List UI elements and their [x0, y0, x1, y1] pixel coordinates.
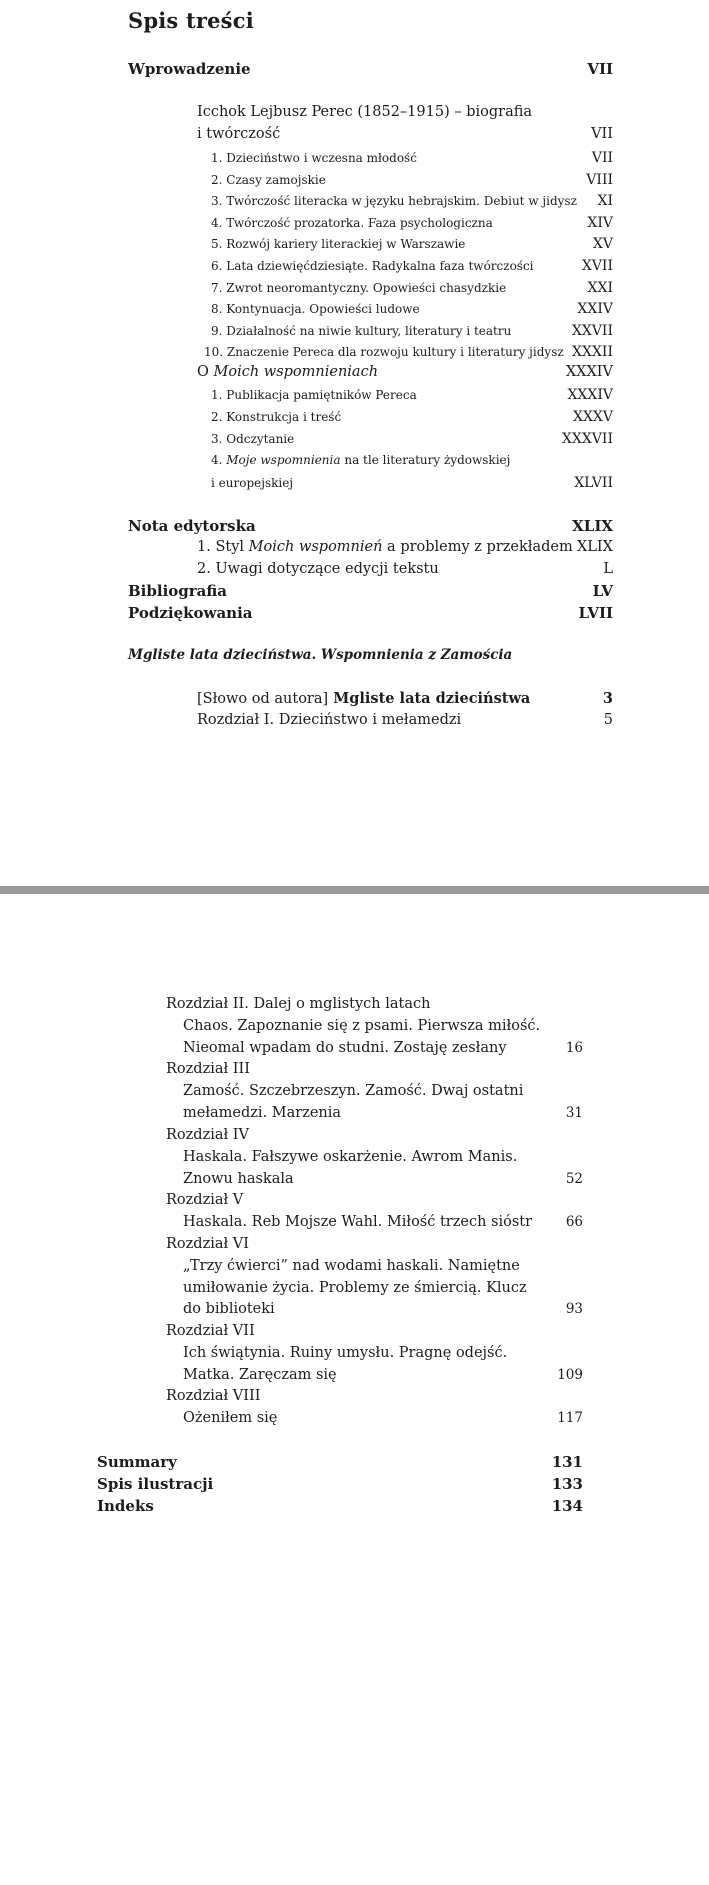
- label-rest: a problemy z przekładem: [382, 539, 573, 555]
- toc-entry-label: Bibliografia: [128, 582, 228, 600]
- label-italic: Moich wspomnieniach: [213, 364, 379, 380]
- chapter-description-line: Zamość. Szczebrzeszyn. Zamość. Dwaj ostatni: [183, 1083, 524, 1100]
- book-title-part2: Wspomnienia z Zamościa: [320, 647, 513, 663]
- toc-page-number: XXIV: [577, 301, 613, 318]
- toc-subentry[interactable]: [211, 150, 613, 166]
- toc-entry-label: 2. Czasy zamojskie: [211, 172, 326, 187]
- toc-entry-label: [197, 690, 599, 707]
- toc-page-number: VII: [587, 60, 613, 78]
- toc-page-number: XXXVII: [561, 431, 613, 447]
- toc-entry-bibliografia[interactable]: [128, 582, 613, 600]
- toc-entry-spis-ilustracji[interactable]: [97, 1475, 583, 1493]
- toc-entry-label: 6. Lata dziewięćdziesiąte. Radykalna faza twórczości: [211, 259, 534, 273]
- chapter-heading[interactable]: Rozdział VI: [166, 1235, 249, 1252]
- toc-page-number: XLIX: [572, 517, 613, 535]
- chapter-heading[interactable]: Rozdział III: [166, 1061, 250, 1078]
- toc-subentry[interactable]: [211, 280, 613, 296]
- toc-page-number: 93: [565, 1301, 583, 1318]
- toc-page-number: 16: [565, 1039, 583, 1056]
- label-rest: na tle literatury żydowskiej: [340, 453, 511, 467]
- toc-page-number: XI: [597, 193, 613, 210]
- chapter-entry[interactable]: [183, 1410, 583, 1426]
- chapter-description-line: Ich świątynia. Ruiny umysłu. Pragnę odejść.: [183, 1345, 508, 1361]
- toc-entry-podziekowania[interactable]: [128, 604, 613, 622]
- item-number: 4.: [211, 453, 227, 467]
- toc-subentry[interactable]: [211, 431, 613, 447]
- toc-entry-perec-line1[interactable]: Icchok Lejbusz Perec (1852–1915) – biografia: [197, 104, 533, 120]
- toc-entry-label: Spis ilustracji: [97, 1475, 214, 1493]
- toc-entry-slowo-od-autora[interactable]: [197, 690, 613, 707]
- chapter-description-line: Haskala. Fałszywe oskarżenie. Awrom Manis.: [183, 1148, 518, 1165]
- toc-subentry[interactable]: [211, 323, 613, 339]
- toc-entry-label: Nota edytorska: [128, 517, 256, 535]
- toc-entry-label: 4. Twórczość prozatorka. Faza psychologiczna: [211, 215, 493, 230]
- toc-entry-label: 3. Odczytanie: [211, 432, 295, 446]
- toc-page-number: LVII: [578, 604, 613, 622]
- toc-page-number: L: [603, 561, 613, 577]
- toc-page-number: XXVII: [571, 322, 613, 339]
- toc-entry-label: i twórczość: [197, 126, 281, 142]
- toc-subentry[interactable]: [211, 172, 613, 188]
- label-bold: Mgliste lata dzieciństwa: [328, 690, 531, 707]
- chapter-description-line: „Trzy ćwierci” nad wodami haskali. Namiętne: [183, 1257, 520, 1274]
- book-section-title: [128, 647, 512, 663]
- toc-entry-label: 10. Znaczenie Pereca dla rozwoju kultury i literatury jidysz: [204, 345, 564, 360]
- toc-entry-moich-wspomnieniach[interactable]: [197, 364, 613, 380]
- label-bracket: [Słowo od autora]: [197, 691, 329, 707]
- toc-entry-nota-edytorska[interactable]: [128, 517, 613, 535]
- toc-page-number: 134: [551, 1497, 583, 1515]
- toc-entry-summary[interactable]: [97, 1453, 583, 1471]
- toc-page-1: [0, 0, 709, 886]
- toc-page-number: 117: [557, 1410, 583, 1427]
- toc-subentry[interactable]: [211, 193, 613, 209]
- toc-page-number: 133: [551, 1475, 583, 1493]
- toc-entry-moje-wspomnienia-line1[interactable]: [211, 453, 510, 467]
- toc-page-number: XXI: [587, 279, 613, 296]
- toc-page-number: XIV: [587, 214, 613, 231]
- toc-subentry[interactable]: [211, 301, 613, 317]
- toc-page-number: XV: [592, 236, 613, 253]
- toc-entry-label: Indeks: [97, 1497, 154, 1515]
- toc-entry-label: 2. Konstrukcja i treść: [211, 410, 342, 424]
- toc-subentry[interactable]: [211, 258, 613, 274]
- toc-page-number: XXXV: [572, 409, 613, 425]
- toc-page-number: XXXIV: [565, 364, 613, 380]
- toc-page-number: 31: [565, 1105, 583, 1122]
- toc-entry-rozdzial-1[interactable]: [197, 712, 613, 728]
- chapter-description-line: Chaos. Zapoznanie się z psami. Pierwsza miłość.: [183, 1018, 541, 1034]
- toc-entry-label: Wprowadzenie: [128, 60, 251, 78]
- toc-entry-label: 7. Zwrot neoromantyczny. Opowieści chasydzkie: [211, 280, 507, 295]
- toc-entry-styl[interactable]: [197, 539, 613, 555]
- chapter-entry[interactable]: [183, 1105, 583, 1121]
- toc-page-number: LV: [592, 582, 613, 600]
- toc-page-number: 3: [602, 690, 613, 707]
- page-divider: [0, 886, 709, 894]
- label-prefix: 1. Styl: [197, 539, 249, 555]
- toc-page-number: VII: [591, 126, 613, 142]
- chapter-description-line: Znowu haskala: [183, 1170, 294, 1187]
- label-italic: Moich wspomnień: [248, 539, 383, 555]
- chapter-description-line: Nieomal wpadam do studni. Zostaję zesłany: [183, 1039, 507, 1056]
- toc-page-number: XLIX: [576, 539, 613, 555]
- chapter-entry[interactable]: [183, 1367, 583, 1383]
- chapter-description-line: Ożeniłem się: [183, 1410, 278, 1427]
- label-italic: Moje wspomnienia: [226, 453, 341, 467]
- toc-subentry[interactable]: [211, 236, 613, 252]
- toc-entry-label: 1. Dzieciństwo i wczesna młodość: [211, 151, 417, 165]
- toc-entry-label: 1. Publikacja pamiętników Pereca: [211, 388, 417, 402]
- toc-entry-label: [197, 364, 562, 380]
- chapter-entry[interactable]: [183, 1301, 583, 1317]
- toc-subentry[interactable]: [211, 409, 613, 425]
- chapter-description-line: umiłowanie życia. Problemy ze śmiercią. Klucz: [183, 1279, 527, 1296]
- toc-subentry[interactable]: [204, 344, 613, 360]
- chapter-heading[interactable]: Rozdział V: [166, 1192, 244, 1209]
- toc-entry-label: 5. Rozwój kariery literackiej w Warszawie: [211, 237, 466, 252]
- chapter-heading[interactable]: Rozdział IV: [166, 1126, 249, 1143]
- toc-entry-label: Summary: [97, 1453, 177, 1471]
- toc-page-number: VIII: [586, 171, 613, 188]
- toc-entry-wprowadzenie[interactable]: [128, 60, 613, 78]
- toc-entry-label: Podziękowania: [128, 604, 253, 622]
- toc-subentry[interactable]: [211, 387, 613, 403]
- toc-entry-label: 8. Kontynuacja. Opowieści ludowe: [211, 302, 420, 317]
- chapter-entry[interactable]: [183, 1040, 583, 1056]
- toc-entry-label: 2. Uwagi dotyczące edycji tekstu: [197, 561, 439, 577]
- toc-page-number: 66: [565, 1214, 583, 1231]
- toc-page-number: VII: [591, 150, 613, 166]
- toc-entry-indeks[interactable]: [97, 1497, 583, 1515]
- chapter-description-line: mełamedzi. Marzenia: [183, 1105, 342, 1122]
- chapter-heading[interactable]: Rozdział VII: [166, 1323, 255, 1339]
- book-title-part1: Mgliste lata dzieciństwa: [128, 647, 312, 663]
- toc-entry-label: [197, 539, 573, 555]
- toc-page-number: XLVII: [574, 475, 613, 491]
- chapter-description-line: Haskala. Reb Mojsze Wahl. Miłość trzech sióstr: [183, 1214, 533, 1231]
- toc-page-number: XXXII: [572, 344, 613, 361]
- chapter-heading[interactable]: Rozdział VIII: [166, 1388, 261, 1405]
- chapter-heading[interactable]: Rozdział II. Dalej o mglistych latach: [166, 996, 431, 1012]
- label-prefix: O: [197, 364, 214, 380]
- toc-entry-label: 3. Twórczość literacka w języku hebrajskim. Debiut w jidysz: [211, 194, 577, 209]
- book-title-separator: .: [311, 647, 321, 663]
- chapter-description-line: Matka. Zaręczam się: [183, 1366, 337, 1383]
- toc-entry-perec[interactable]: [197, 126, 613, 142]
- chapter-description-line: do biblioteki: [183, 1301, 275, 1318]
- page-title: Spis treści: [128, 8, 254, 33]
- toc-page-number: XXXIV: [567, 387, 613, 403]
- toc-subentry[interactable]: [211, 215, 613, 231]
- toc-entry-uwagi[interactable]: [197, 561, 613, 577]
- toc-page-number: XVII: [581, 258, 613, 274]
- chapter-entry[interactable]: [183, 1214, 583, 1230]
- toc-entry-label: 9. Działalność na niwie kultury, literatury i teatru: [211, 323, 512, 338]
- toc-page-2: [0, 894, 709, 1885]
- toc-page-number: 109: [557, 1366, 583, 1383]
- toc-page-number: 131: [551, 1453, 583, 1471]
- toc-page-number: 52: [565, 1170, 583, 1187]
- toc-entry-label: i europejskiej: [211, 476, 294, 490]
- toc-page-number: 5: [603, 712, 613, 728]
- chapter-entry[interactable]: [183, 1171, 583, 1187]
- toc-entry-moje-wspomnienia[interactable]: [211, 475, 613, 491]
- toc-entry-label: Rozdział I. Dzieciństwo i mełamedzi: [197, 712, 462, 728]
